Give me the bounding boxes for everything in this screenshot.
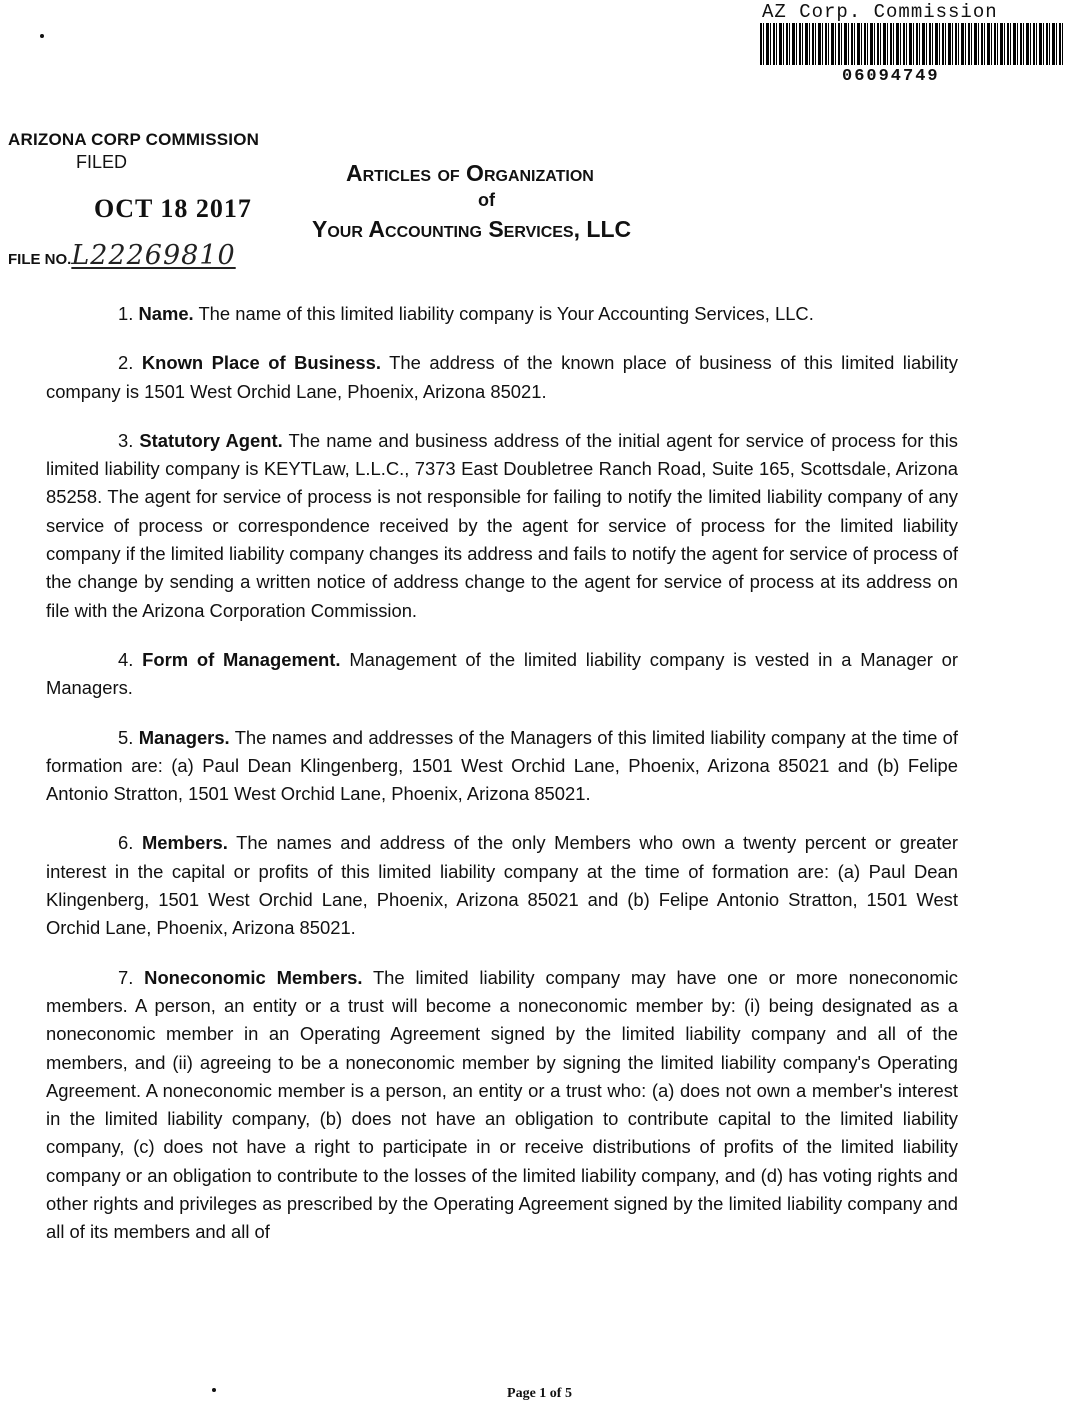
article-paragraph bbox=[46, 427, 958, 625]
stamp-title: AZ Corp. Commission bbox=[762, 1, 998, 23]
article-heading: Members. bbox=[141, 832, 228, 854]
article-number: 6. bbox=[118, 832, 134, 854]
filing-agency: ARIZONA CORP COMMISSION bbox=[8, 130, 260, 149]
article-paragraph bbox=[46, 646, 958, 703]
article-text: The name and business address of the initial agent for service of process for this limited liability company is KEYTLaw, L.L.C., 7373 East Doubletree Ranch Road, Suite 165, Scottsdale, Arizona 85258. The agent for service of process is not responsible for failing to notify the limited liability company of any service of process or correspondence received by the agent for service of process for the limited liability company if the limited liability company changes its address and fails to notify the agent for service of process of the change by sending a written notice of address change to the agent for service of process at its address on file with the Arizona Corporation Commission. bbox=[46, 429, 958, 621]
article-heading: Form of Management. bbox=[142, 648, 341, 670]
document-body bbox=[46, 300, 958, 1268]
article-paragraph bbox=[46, 724, 958, 809]
stamp-number: 06094749 bbox=[842, 67, 940, 86]
scan-speck bbox=[40, 34, 44, 38]
title-line-3: Your Accounting Services, LLC bbox=[312, 216, 632, 242]
filing-date: OCT 18 2017 bbox=[94, 194, 252, 223]
article-heading: Noneconomic Members. bbox=[144, 966, 363, 988]
article-heading: Managers. bbox=[138, 726, 230, 748]
article-number: 4. bbox=[118, 648, 134, 670]
file-number-value: L22269810 bbox=[71, 240, 236, 271]
article-paragraph bbox=[46, 964, 958, 1247]
barcode-icon bbox=[760, 23, 1065, 65]
commission-stamp bbox=[760, 2, 1070, 86]
filing-stamp bbox=[8, 130, 308, 271]
article-number: 5. bbox=[118, 726, 134, 748]
article-text: The names and addresses of the Managers of this limited liability company at the time of formation are: (a) Paul Dean Klingenberg, 1501 West Orchid Lane, Phoenix, Arizona 85021 and (b) Felipe Antonio Stratton, 1501 West Orchid Lane, Phoenix, Arizona 85021. bbox=[46, 726, 958, 805]
article-text: The name of this limited liability company is Your Accounting Services, LLC. bbox=[198, 303, 814, 324]
article-number: 7. bbox=[118, 966, 134, 988]
article-heading: Name. bbox=[138, 303, 194, 324]
filing-status: FILED bbox=[76, 152, 128, 172]
article-text: The names and address of the only Members who own a twenty percent or greater interest in the capital or profits of this limited liability company at the time of formation are: (a) Paul Dean Klingenberg, 1501 West Orchid Lane, Phoenix, Arizona 85021 and (b) Felipe Antonio Stratton, 1501 West Orchid Lane, Phoenix, Arizona 85021. bbox=[46, 832, 958, 939]
article-text: Management of the limited liability company is vested in a Manager or Managers. bbox=[46, 648, 958, 699]
title-line-2: of bbox=[478, 190, 495, 210]
title-line-1: Articles of Organization bbox=[346, 160, 594, 186]
article-text: The limited liability company may have one or more noneconomic members. A person, an entity or a trust will become a noneconomic member by: (i) being designated as a noneconomic member in an Operating Agreement signed by the limited liability company and all of the members, and (ii) agreeing to be a noneconomic member by signing the limited liability company's Operating Agreement. A noneconomic member is a person, an entity or a trust who: (a) does not own a member's interest in the limited liability company, (b) does not have an obligation to contribute capital to the limited liability company, (c) does not have a right to participate in or receive distributions of profits of the limited liability company or an obligation to contribute to the losses of the limited liability company, and (d) has voting rights and other rights and privileges as prescribed by the Operating Agreement signed by the limited liability company and all of its members and all of bbox=[46, 966, 958, 1243]
page-footer: Page 1 of 5 bbox=[507, 1386, 572, 1401]
article-paragraph bbox=[46, 829, 958, 942]
article-number: 3. bbox=[118, 429, 134, 451]
article-heading: Statutory Agent. bbox=[139, 429, 283, 451]
file-number bbox=[8, 240, 236, 271]
article-number: 2. bbox=[118, 352, 134, 374]
file-number-label: FILE NO. bbox=[8, 251, 72, 268]
article-number: 1. bbox=[118, 303, 134, 324]
article-paragraph bbox=[46, 300, 958, 328]
article-paragraph bbox=[46, 349, 958, 406]
document-title bbox=[300, 158, 750, 244]
article-heading: Known Place of Business. bbox=[141, 352, 381, 374]
article-text: The address of the known place of business of this limited liability company is 1501 West Orchid Lane, Phoenix, Arizona 85021. bbox=[46, 352, 958, 402]
